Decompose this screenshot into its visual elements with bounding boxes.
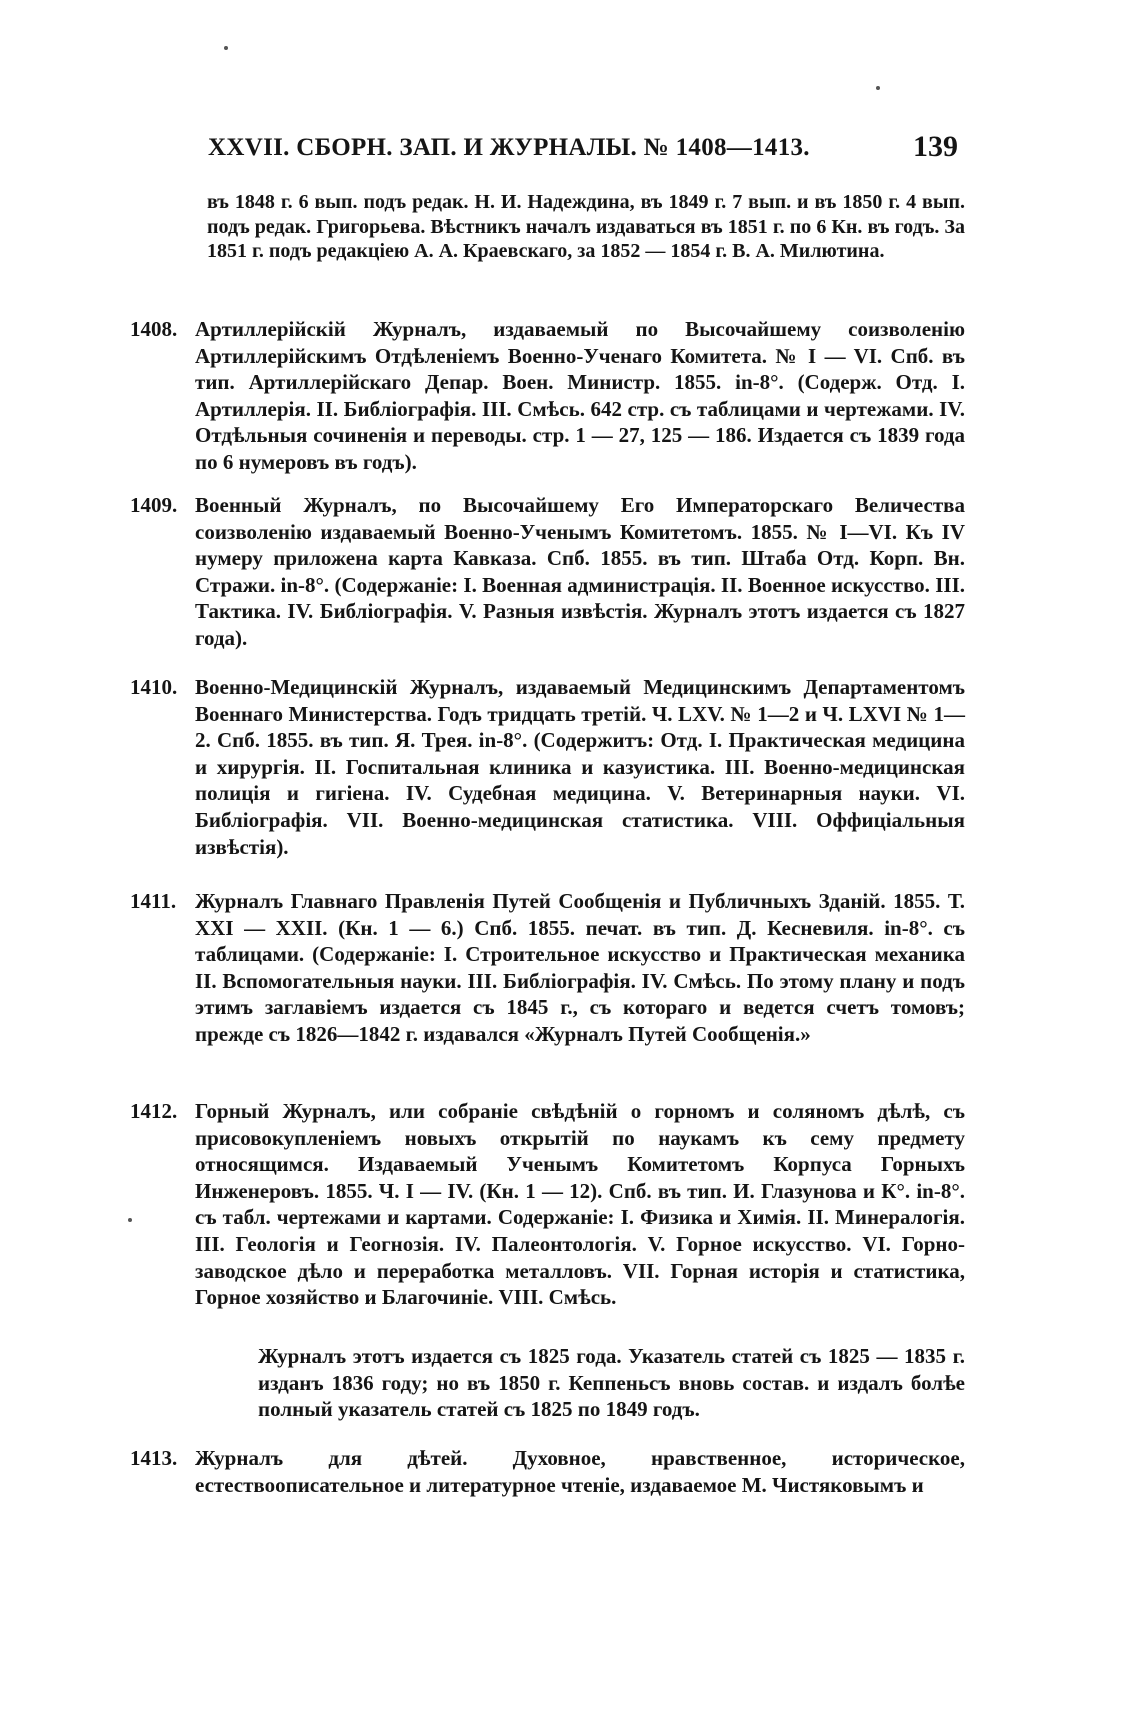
entry-1412-note: Журналъ этотъ издается съ 1825 года. Указатель статей съ 1825 — 1835 г. изданъ 1836 году; но въ 1850 г. Кеппеньсъ вновь состав. и издалъ болѣе полный указатель статей съ 1825 по 1849 годъ. [258,1344,965,1422]
scan-speck [876,86,880,90]
entry-number: 1411. [130,889,177,913]
page-number: 139 [913,130,958,163]
entry-number: 1408. [130,317,178,341]
continuation-paragraph: въ 1848 г. 6 вып. подъ редак. Н. И. Надеждина, въ 1849 г. 7 вып. и въ 1850 г. 4 вып. подъ редак. Григорьева. Вѣстникъ началъ издаваться въ 1851 г. по 6 Кн. въ годъ. За 1851 г. подъ редакціею А. А. Краевскаго, за 1852 — 1854 г. В. А. Милютина. [207,191,965,262]
entry-1411 [130,888,965,1048]
entry-1413 [130,1445,965,1498]
entry-1412 [130,1098,965,1311]
entry-number: 1410. [130,675,178,699]
entry-text: Артиллерійскій Журналъ, издаваемый по Высочайшему соизволенію Артиллерійскимъ Отдѣленіемъ Военно-Ученаго Комитета. № I — VI. Спб. въ тип. Артиллерійскаго Депар. Воен. Министр. 1855. in-8°. (Содерж. Отд. I. Артиллерія. II. Библіографія. III. Смѣсь. 642 стр. съ таблицами и чертежами. IV. Отдѣльныя сочиненія и переводы. стр. 1 — 27, 125 — 186. Издается съ 1839 года по 6 нумеровъ въ годъ). [195,317,965,474]
scan-speck [128,1218,132,1222]
entry-1408 [130,316,965,476]
running-header [208,130,958,170]
entry-text: Журналъ для дѣтей. Духовное, нравственное, историческое, естествоописательное и литературное чтеніе, издаваемое М. Чистяковымъ и [195,1446,965,1497]
entry-number: 1412. [130,1099,178,1123]
entry-number: 1409. [130,493,178,517]
entry-1409 [130,492,965,652]
entry-text: Военный Журналъ, по Высочайшему Его Императорскаго Величества соизволенію издаваемый Военно-Ученымъ Комитетомъ. 1855. № I—VI. Къ IV нумеру приложена карта Кавказа. Спб. 1855. въ тип. Штаба Отд. Корп. Вн. Стражи. in-8°. (Содержаніе: I. Военная администрація. II. Военное искусство. III. Тактика. IV. Библіографія. V. Разныя извѣстія. Журналъ этотъ издается съ 1827 года). [195,493,965,650]
entry-number: 1413. [130,1446,178,1470]
header-title: XXVII. СБОРН. ЗАП. И ЖУРНАЛЫ. № 1408—1413. [208,134,810,161]
scan-speck [224,46,228,50]
entry-text: Военно-Медицинскій Журналъ, издаваемый Медицинскимъ Департаментомъ Военнаго Министерства. Годъ тридцать третій. Ч. LXV. № 1—2 и Ч. LXVI № 1—2. Спб. 1855. въ тип. Я. Трея. in-8°. (Содержитъ: Отд. I. Практическая медицина и хирургія. II. Госпитальная клиника и казуистика. III. Военно-медицинская полиція и гигіена. IV. Судебная медицина. V. Ветеринарныя науки. VI. Библіографія. VII. Военно-медицинская статистика. VIII. Оффиціальныя извѣстія). [195,675,965,859]
entry-1410 [130,674,965,860]
entry-text: Журналъ Главнаго Правленія Путей Сообщенія и Публичныхъ Зданій. 1855. Т. XXI — XXII. (Кн. 1 — 6.) Спб. 1855. печат. въ тип. Д. Кесневиля. in-8°. съ таблицами. (Содержаніе: I. Строительное искусство и Практическая механика II. Вспомогательныя науки. III. Библіографія. IV. Смѣсь. По этому плану и подъ этимъ заглавіемъ издается съ 1845 г., съ котораго и ведется счетъ томовъ; прежде съ 1826—1842 г. издавался «Журналъ Путей Сообщенія.» [195,889,965,1046]
entry-text: Горный Журналъ, или собраніе свѣдѣній о горномъ и соляномъ дѣлѣ, съ присовокупленіемъ новыхъ открытій по наукамъ къ сему предмету относящимся. Издаваемый Ученымъ Комитетомъ Корпуса Горныхъ Инженеровъ. 1855. Ч. I — IV. (Кн. 1 — 12). Спб. въ тип. И. Глазунова и К°. in-8°. съ табл. чертежами и картами. Содержаніе: I. Физика и Химія. II. Минералогія. III. Геологія и Геогнозія. IV. Палеонтологія. V. Горное искусство. VI. Горно-заводское дѣло и переработка металловъ. VII. Горная исторія и статистика, Горное хозяйство и Благочиніе. VIII. Смѣсь. [195,1099,965,1310]
